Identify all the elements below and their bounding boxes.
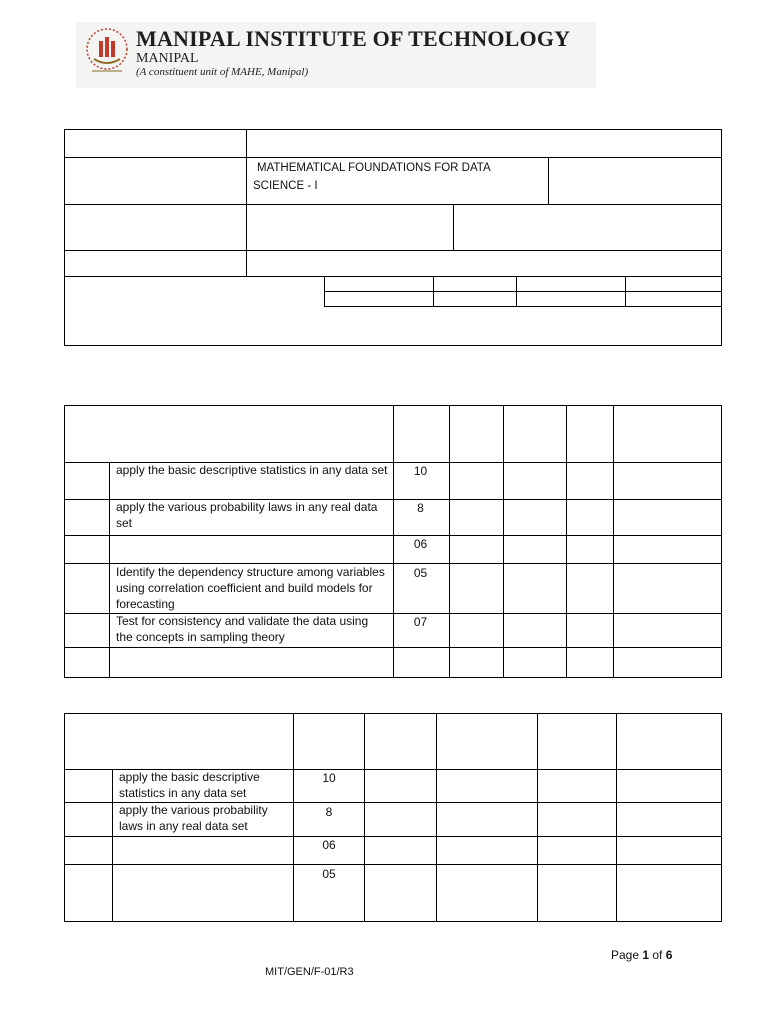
outcome-text: apply the various probability laws in any real data set — [116, 500, 378, 530]
marks-value: 8 — [325, 805, 333, 819]
marks-value: 06 — [413, 537, 428, 551]
course-title-line1: MATHEMATICAL FOUNDATIONS FOR DATA — [257, 162, 491, 174]
marks-value: 10 — [322, 771, 336, 785]
form-code: MIT/GEN/F-01/R3 — [265, 966, 354, 978]
table-header-cell — [503, 405, 567, 463]
mini-grid-cell — [324, 276, 434, 292]
marks-value: 05 — [322, 867, 336, 881]
institution-name: MANIPAL INSTITUTE OF TECHNOLOGY — [136, 26, 571, 51]
table-header-cell — [613, 405, 722, 463]
outcome-text: apply the various probability laws in any real data set — [119, 803, 268, 833]
mini-grid-cell — [433, 276, 517, 292]
table-header-cell — [64, 713, 294, 770]
info-cell — [548, 157, 722, 205]
mini-grid-cell — [324, 291, 434, 307]
page-current: 1 — [642, 948, 650, 962]
page-of: of — [649, 948, 666, 962]
institution-note: (A constituent unit of MAHE, Manipal) — [136, 66, 309, 78]
outcome-text: apply the basic descriptive statistics in any data set — [119, 770, 260, 800]
institute-logo-icon — [84, 27, 130, 77]
table-header-cell — [64, 405, 394, 463]
marks-value: 07 — [413, 615, 428, 629]
table-header-cell — [449, 405, 504, 463]
mini-grid-cell — [433, 291, 517, 307]
table-header-cell — [566, 405, 614, 463]
outcome-text: Test for consistency and validate the data using the concepts in sampling theory — [116, 614, 369, 644]
outcome-text: apply the basic descriptive statistics in any data set — [116, 463, 388, 477]
table-header-cell — [616, 713, 722, 770]
info-cell — [246, 129, 722, 158]
mini-grid-cell — [625, 291, 722, 307]
table-header-cell — [364, 713, 437, 770]
mini-grid-cell — [516, 276, 626, 292]
course-title-line2: SCIENCE - I — [253, 180, 318, 192]
institution-city: MANIPAL — [136, 51, 199, 66]
info-cell — [453, 204, 722, 251]
table-header-cell — [393, 405, 450, 463]
mini-grid-cell — [625, 276, 722, 292]
info-cell — [64, 157, 247, 205]
marks-value: 10 — [413, 464, 428, 478]
info-cell — [246, 250, 722, 277]
outcome-text: Identify the dependency structure among variables using correlation coefficient and build models for forecasting — [116, 565, 385, 611]
table-header-cell — [293, 713, 365, 770]
page-prefix: Page — [611, 948, 643, 962]
table-header-cell — [537, 713, 617, 770]
marks-value: 05 — [413, 566, 428, 580]
table-header-cell — [436, 713, 538, 770]
marks-value: 06 — [322, 838, 336, 852]
mini-grid-cell — [516, 291, 626, 307]
page-number — [611, 948, 672, 962]
info-cell — [246, 204, 454, 251]
info-cell — [64, 204, 247, 251]
marks-value: 8 — [417, 501, 424, 515]
page-total: 6 — [665, 948, 673, 962]
info-cell — [64, 250, 247, 277]
info-cell — [64, 129, 247, 158]
